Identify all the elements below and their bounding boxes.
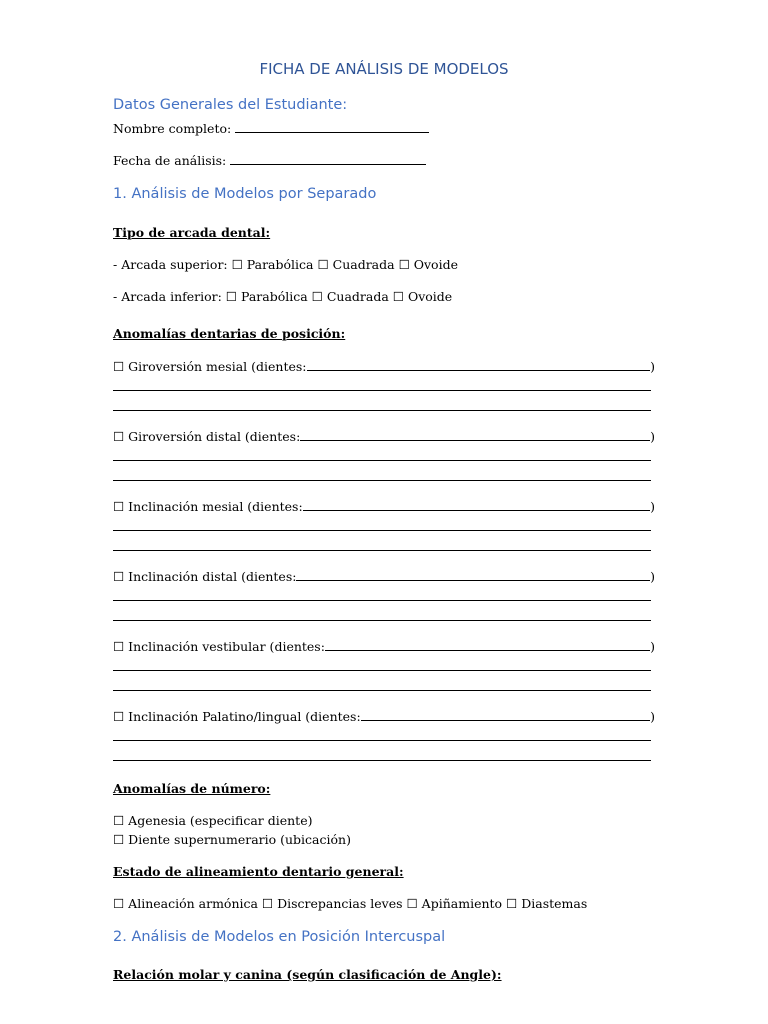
alignment-title: Estado de alineamiento dentario general: xyxy=(113,864,404,879)
notes-rule[interactable] xyxy=(113,550,651,551)
position-item-label: ☐ Inclinación distal (dientes: xyxy=(113,569,297,584)
teeth-blank-line[interactable] xyxy=(307,360,651,371)
teeth-blank-line[interactable] xyxy=(300,430,650,441)
notes-rule[interactable] xyxy=(113,530,651,531)
teeth-blank-line[interactable] xyxy=(361,710,650,721)
position-item-label: ☐ Inclinación Palatino/lingual (dientes: xyxy=(113,709,361,724)
position-item-distal-inclination[interactable] xyxy=(113,569,655,584)
position-item-mesial-inclination[interactable] xyxy=(113,499,655,514)
notes-rule[interactable] xyxy=(113,480,651,481)
teeth-blank-line[interactable] xyxy=(296,570,650,581)
notes-rule[interactable] xyxy=(113,690,651,691)
notes-rule[interactable] xyxy=(113,620,651,621)
teeth-blank-line[interactable] xyxy=(303,500,650,511)
arch-type-title: Tipo de arcada dental: xyxy=(113,225,271,240)
notes-rule[interactable] xyxy=(113,600,651,601)
close-paren: ) xyxy=(650,569,655,584)
section2-heading: 2. Análisis de Modelos en Posición Intercuspal xyxy=(113,929,446,945)
date-field-row xyxy=(113,153,426,168)
position-item-label: ☐ Inclinación vestibular (dientes: xyxy=(113,639,325,654)
position-item-label: ☐ Inclinación mesial (dientes: xyxy=(113,499,303,514)
alignment-options-row[interactable]: ☐ Alineación armónica ☐ Discrepancias leves ☐ Apiñamiento ☐ Diastemas xyxy=(113,896,588,911)
position-item-mesial-rotation[interactable] xyxy=(113,359,655,374)
close-paren: ) xyxy=(650,429,655,444)
general-data-heading: Datos Generales del Estudiante: xyxy=(113,97,348,113)
date-label: Fecha de análisis: xyxy=(113,153,227,168)
date-blank-line[interactable] xyxy=(230,153,426,165)
notes-rule[interactable] xyxy=(113,390,651,391)
name-field-row xyxy=(113,121,429,136)
notes-rule[interactable] xyxy=(113,460,651,461)
teeth-blank-line[interactable] xyxy=(325,640,650,651)
close-paren: ) xyxy=(650,639,655,654)
document-title: FICHA DE ANÁLISIS DE MODELOS xyxy=(259,60,509,78)
close-paren: ) xyxy=(650,359,655,374)
name-blank-line[interactable] xyxy=(235,121,429,133)
notes-rule[interactable] xyxy=(113,670,651,671)
position-item-distal-rotation[interactable] xyxy=(113,429,655,444)
arch-lower-row[interactable]: - Arcada inferior: ☐ Parabólica ☐ Cuadrada ☐ Ovoide xyxy=(113,289,453,304)
position-anomalies-title: Anomalías dentarias de posición: xyxy=(113,326,346,341)
molar-canine-relation-title: Relación molar y canina (según clasificación de Angle): xyxy=(113,967,502,982)
position-item-palatal-lingual-inclination[interactable] xyxy=(113,709,655,724)
close-paren: ) xyxy=(650,499,655,514)
close-paren: ) xyxy=(650,709,655,724)
position-item-label: ☐ Giroversión distal (dientes: xyxy=(113,429,301,444)
notes-rule[interactable] xyxy=(113,760,651,761)
arch-upper-row[interactable]: - Arcada superior: ☐ Parabólica ☐ Cuadrada ☐ Ovoide xyxy=(113,257,458,272)
number-item-agenesis[interactable]: ☐ Agenesia (especificar diente) xyxy=(113,813,313,828)
number-item-supernumerary[interactable]: ☐ Diente supernumerario (ubicación) xyxy=(113,832,351,847)
notes-rule[interactable] xyxy=(113,740,651,741)
section1-heading: 1. Análisis de Modelos por Separado xyxy=(113,186,377,202)
position-item-label: ☐ Giroversión mesial (dientes: xyxy=(113,359,307,374)
number-anomalies-title: Anomalías de número: xyxy=(113,781,271,796)
notes-rule[interactable] xyxy=(113,410,651,411)
name-label: Nombre completo: xyxy=(113,121,232,136)
position-item-vestibular-inclination[interactable] xyxy=(113,639,655,654)
